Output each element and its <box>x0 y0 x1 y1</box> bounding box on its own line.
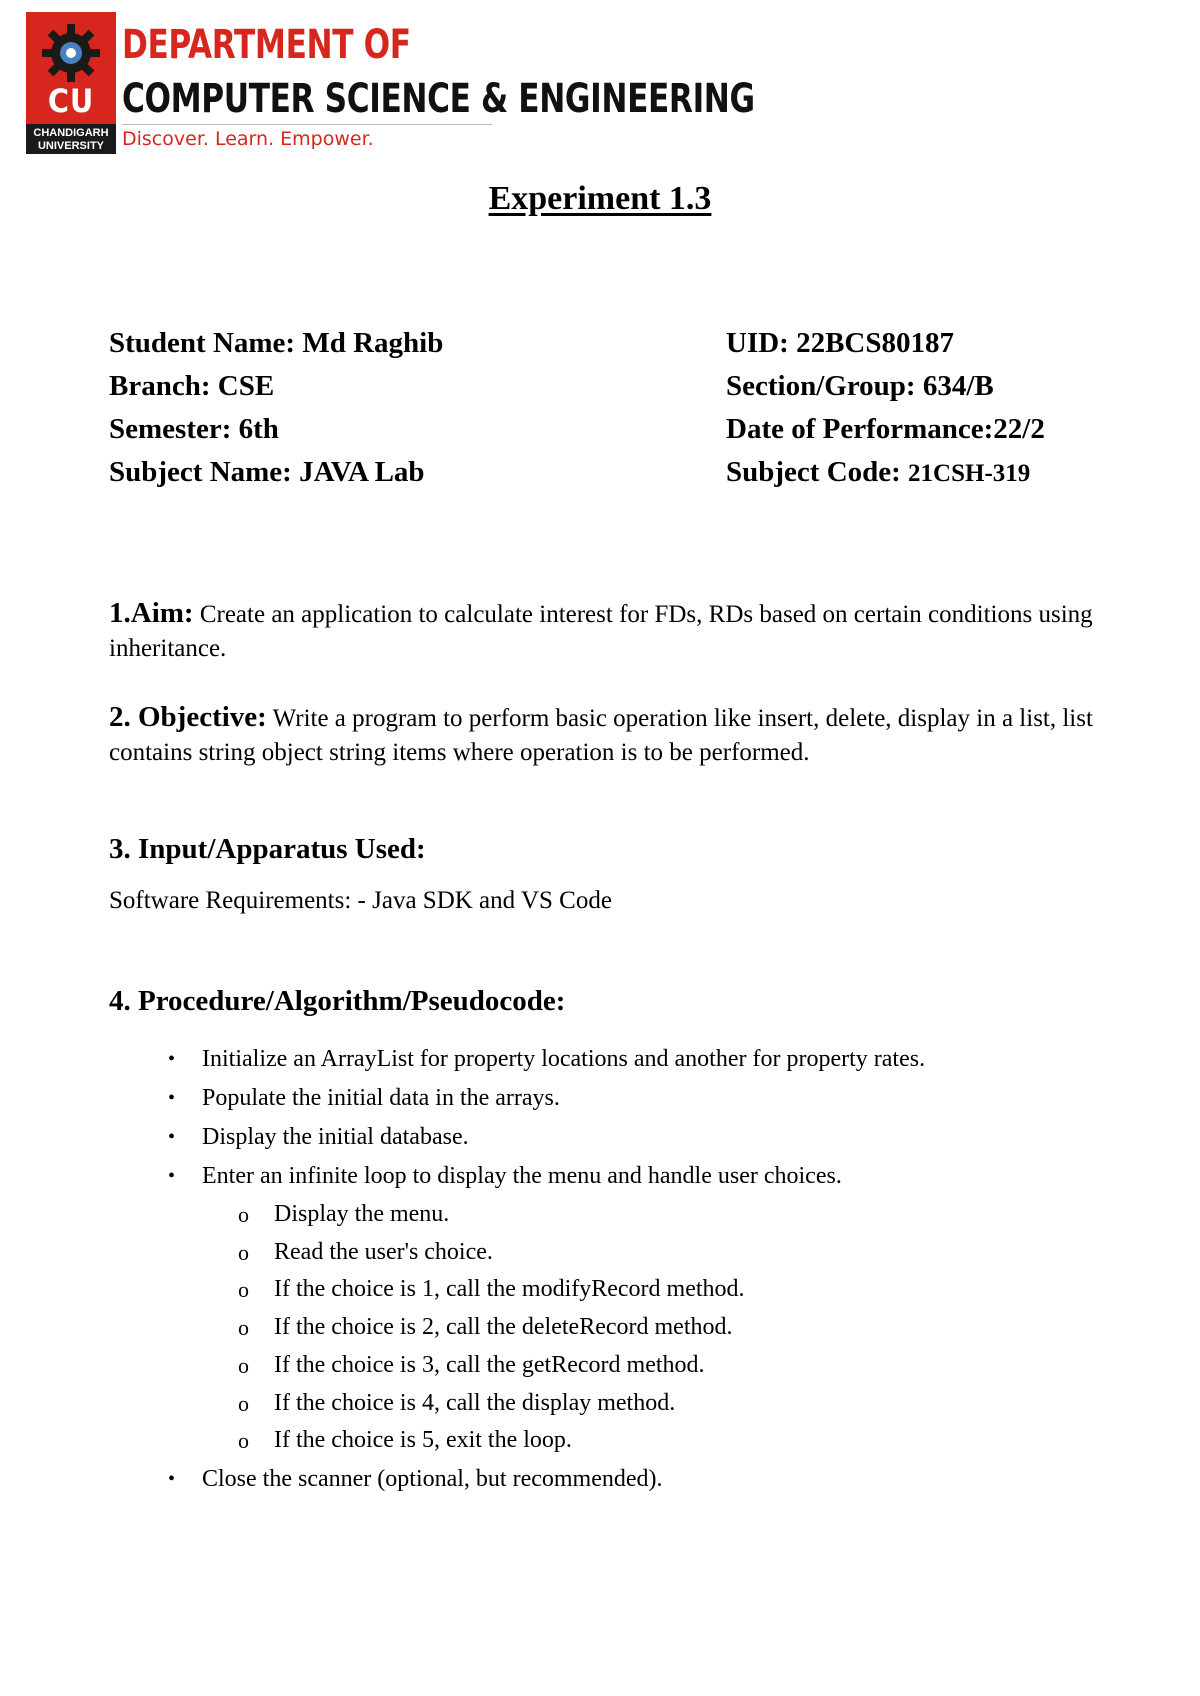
substep-text: If the choice is 2, call the deleteRecord method. <box>274 1314 733 1341</box>
circle-bullet-icon: o <box>238 1239 249 1265</box>
tagline: Discover. Learn. Empower. <box>122 128 374 150</box>
bullet-icon: • <box>168 1087 176 1109</box>
substep-text: If the choice is 5, exit the loop. <box>274 1427 572 1454</box>
aim-heading: 1.Aim: <box>109 597 194 629</box>
circle-bullet-icon: o <box>238 1352 249 1378</box>
header-divider <box>122 124 492 125</box>
step-text: Initialize an ArrayList for property locations and another for property rates. <box>202 1046 926 1072</box>
substep-text: If the choice is 4, call the display method. <box>274 1389 676 1416</box>
bullet-icon: • <box>168 1467 176 1490</box>
aim-text: Create an application to calculate interest for FDs, RDs based on certain conditions using inheritance. <box>109 601 1093 662</box>
bullet-icon: • <box>168 1048 176 1070</box>
objective-section <box>109 700 1109 770</box>
substep-text: If the choice is 3, call the getRecord method. <box>274 1351 705 1378</box>
subject-code-label: Subject Code: <box>726 456 909 488</box>
bullet-icon: • <box>168 1126 176 1148</box>
department-line2: COMPUTER SCIENCE & ENGINEERING <box>122 76 755 122</box>
uid: UID: 22BCS80187 <box>726 327 954 359</box>
circle-bullet-icon: o <box>238 1202 249 1227</box>
sub-list-item <box>160 1385 1120 1423</box>
list-item <box>160 1460 1120 1499</box>
step-text: Display the initial database. <box>202 1124 469 1150</box>
procedure-heading: 4. Procedure/Algorithm/Pseudocode: <box>109 985 566 1017</box>
department-header <box>26 12 755 156</box>
list-item <box>160 1157 1120 1196</box>
experiment-title: Experiment 1.3 <box>488 180 712 217</box>
circle-bullet-icon: o <box>238 1390 249 1416</box>
input-heading: 3. Input/Apparatus Used: <box>109 833 426 865</box>
bullet-icon: • <box>168 1165 176 1187</box>
subject-code-value: 21CSH-319 <box>908 460 1031 487</box>
step-text: Enter an infinite loop to display the menu and handle user choices. <box>202 1163 842 1189</box>
procedure-sublist <box>160 1196 1120 1460</box>
list-item <box>160 1118 1120 1157</box>
branch: Branch: CSE <box>109 370 275 402</box>
gear-emblem-icon <box>40 22 102 84</box>
logo-cu-text: CU <box>47 82 95 120</box>
step-text: Populate the initial data in the arrays. <box>202 1085 560 1111</box>
aim-section <box>109 596 1109 666</box>
circle-bullet-icon: o <box>238 1315 249 1341</box>
semester: Semester: 6th <box>109 413 279 445</box>
circle-bullet-icon: o <box>238 1428 249 1454</box>
list-item <box>160 1079 1120 1118</box>
sub-list-container <box>160 1196 1120 1460</box>
objective-text: Write a program to perform basic operation like insert, delete, display in a list, list contains string object string items where operation is to be performed. <box>109 705 1093 766</box>
date-of-performance: Date of Performance:22/2 <box>726 413 1045 445</box>
student-name: Student Name: Md Raghib <box>109 327 444 359</box>
substep-text: Read the user's choice. <box>274 1238 493 1265</box>
substep-text: If the choice is 1, call the modifyRecord method. <box>274 1276 745 1303</box>
sub-list-item <box>160 1271 1120 1309</box>
logo-university-label <box>26 124 116 154</box>
sub-list-item <box>160 1309 1120 1347</box>
step-text: Close the scanner (optional, but recommended). <box>202 1465 663 1492</box>
sub-list-item <box>160 1234 1120 1272</box>
sub-list-item <box>160 1347 1120 1385</box>
input-text: Software Requirements: - Java SDK and VS Code <box>109 887 612 914</box>
logo-subtext-line1: CHANDIGARH <box>33 127 109 139</box>
student-info-right <box>726 322 1045 495</box>
logo-subtext-line2: UNIVERSITY <box>37 140 104 152</box>
sub-list-item <box>160 1196 1120 1234</box>
substep-text: Display the menu. <box>274 1201 450 1227</box>
objective-heading: 2. Objective: <box>109 701 267 733</box>
procedure-list <box>160 1040 1120 1499</box>
subject-code <box>726 451 1045 495</box>
student-info-left <box>109 322 443 494</box>
circle-bullet-icon: o <box>238 1277 249 1303</box>
list-item <box>160 1040 1120 1079</box>
department-line1: DEPARTMENT OF <box>122 22 411 68</box>
section-group: Section/Group: 634/B <box>726 370 994 402</box>
sub-list-item <box>160 1422 1120 1460</box>
cu-logo <box>26 12 116 154</box>
page-title <box>0 180 1200 218</box>
subject-name: Subject Name: JAVA Lab <box>109 456 425 488</box>
